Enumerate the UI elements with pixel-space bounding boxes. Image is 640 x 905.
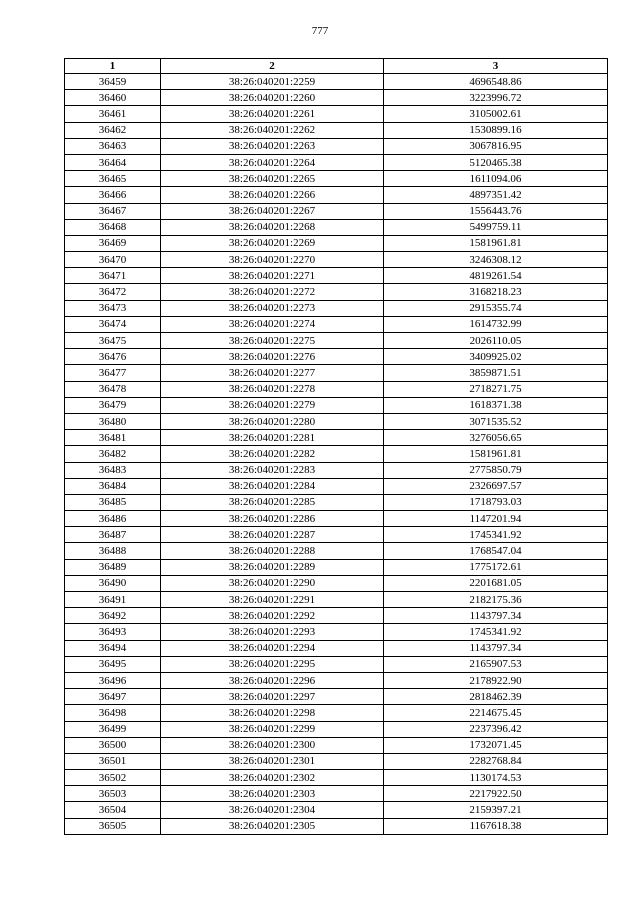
- row-number-cell: 36481: [65, 430, 161, 446]
- table-row: [65, 430, 608, 446]
- value-cell: 1614732.99: [384, 316, 608, 332]
- value-cell: 3067816.95: [384, 138, 608, 154]
- cadastral-number-cell: 38:26:040201:2283: [161, 462, 384, 478]
- cadastral-number-cell: 38:26:040201:2303: [161, 786, 384, 802]
- value-cell: 3246308.12: [384, 252, 608, 268]
- cadastral-number-cell: 38:26:040201:2289: [161, 559, 384, 575]
- value-cell: 3168218.23: [384, 284, 608, 300]
- table-row: [65, 624, 608, 640]
- row-number-cell: 36496: [65, 672, 161, 688]
- data-table: [64, 58, 608, 835]
- row-number-cell: 36500: [65, 737, 161, 753]
- table-row: [65, 122, 608, 138]
- row-number-cell: 36471: [65, 268, 161, 284]
- value-cell: 1556443.76: [384, 203, 608, 219]
- cadastral-number-cell: 38:26:040201:2295: [161, 656, 384, 672]
- cadastral-number-cell: 38:26:040201:2294: [161, 640, 384, 656]
- value-cell: 2237396.42: [384, 721, 608, 737]
- table-row: [65, 608, 608, 624]
- cadastral-number-cell: 38:26:040201:2299: [161, 721, 384, 737]
- cadastral-number-cell: 38:26:040201:2284: [161, 478, 384, 494]
- cadastral-number-cell: 38:26:040201:2281: [161, 430, 384, 446]
- cadastral-number-cell: 38:26:040201:2285: [161, 494, 384, 510]
- table-row: [65, 365, 608, 381]
- cadastral-number-cell: 38:26:040201:2302: [161, 770, 384, 786]
- row-number-cell: 36484: [65, 478, 161, 494]
- row-number-cell: 36470: [65, 252, 161, 268]
- cadastral-number-cell: 38:26:040201:2293: [161, 624, 384, 640]
- row-number-cell: 36482: [65, 446, 161, 462]
- value-cell: 3071535.52: [384, 413, 608, 429]
- row-number-cell: 36485: [65, 494, 161, 510]
- value-cell: 2026110.05: [384, 333, 608, 349]
- value-cell: 3859871.51: [384, 365, 608, 381]
- row-number-cell: 36488: [65, 543, 161, 559]
- table-row: [65, 300, 608, 316]
- cadastral-number-cell: 38:26:040201:2271: [161, 268, 384, 284]
- row-number-cell: 36463: [65, 138, 161, 154]
- value-cell: 2326697.57: [384, 478, 608, 494]
- value-cell: 1745341.92: [384, 624, 608, 640]
- row-number-cell: 36492: [65, 608, 161, 624]
- cadastral-number-cell: 38:26:040201:2266: [161, 187, 384, 203]
- table-row: [65, 235, 608, 251]
- cadastral-number-cell: 38:26:040201:2260: [161, 90, 384, 106]
- table-row: [65, 187, 608, 203]
- table-row: [65, 397, 608, 413]
- row-number-cell: 36461: [65, 106, 161, 122]
- row-number-cell: 36480: [65, 413, 161, 429]
- row-number-cell: 36473: [65, 300, 161, 316]
- table-row: [65, 511, 608, 527]
- cadastral-number-cell: 38:26:040201:2273: [161, 300, 384, 316]
- cadastral-number-cell: 38:26:040201:2259: [161, 74, 384, 90]
- value-cell: 2201681.05: [384, 575, 608, 591]
- row-number-cell: 36490: [65, 575, 161, 591]
- value-cell: 1581961.81: [384, 446, 608, 462]
- row-number-cell: 36479: [65, 397, 161, 413]
- value-cell: 4819261.54: [384, 268, 608, 284]
- value-cell: 3223996.72: [384, 90, 608, 106]
- value-cell: 3105002.61: [384, 106, 608, 122]
- table-row: [65, 219, 608, 235]
- cadastral-number-cell: 38:26:040201:2275: [161, 333, 384, 349]
- table-row: [65, 106, 608, 122]
- table-row: [65, 74, 608, 90]
- row-number-cell: 36466: [65, 187, 161, 203]
- cadastral-number-cell: 38:26:040201:2305: [161, 818, 384, 834]
- table-row: [65, 559, 608, 575]
- cadastral-number-cell: 38:26:040201:2263: [161, 138, 384, 154]
- cadastral-number-cell: 38:26:040201:2267: [161, 203, 384, 219]
- table-row: [65, 252, 608, 268]
- value-cell: 1143797.34: [384, 608, 608, 624]
- table-row: [65, 349, 608, 365]
- cadastral-number-cell: 38:26:040201:2277: [161, 365, 384, 381]
- table-row: [65, 640, 608, 656]
- value-cell: 2165907.53: [384, 656, 608, 672]
- table-row: [65, 753, 608, 769]
- table-row: [65, 446, 608, 462]
- table-row: [65, 284, 608, 300]
- value-cell: 2818462.39: [384, 689, 608, 705]
- value-cell: 1581961.81: [384, 235, 608, 251]
- value-cell: 2282768.84: [384, 753, 608, 769]
- row-number-cell: 36489: [65, 559, 161, 575]
- column-header-2: 2: [161, 59, 384, 74]
- table-row: [65, 90, 608, 106]
- table-row: [65, 592, 608, 608]
- table-row: [65, 802, 608, 818]
- value-cell: 1775172.61: [384, 559, 608, 575]
- table-row: [65, 138, 608, 154]
- row-number-cell: 36483: [65, 462, 161, 478]
- row-number-cell: 36459: [65, 74, 161, 90]
- cadastral-number-cell: 38:26:040201:2270: [161, 252, 384, 268]
- value-cell: 4696548.86: [384, 74, 608, 90]
- cadastral-number-cell: 38:26:040201:2268: [161, 219, 384, 235]
- value-cell: 2915355.74: [384, 300, 608, 316]
- value-cell: 1143797.34: [384, 640, 608, 656]
- cadastral-number-cell: 38:26:040201:2304: [161, 802, 384, 818]
- cadastral-number-cell: 38:26:040201:2265: [161, 171, 384, 187]
- cadastral-number-cell: 38:26:040201:2262: [161, 122, 384, 138]
- row-number-cell: 36491: [65, 592, 161, 608]
- cadastral-number-cell: 38:26:040201:2286: [161, 511, 384, 527]
- row-number-cell: 36468: [65, 219, 161, 235]
- value-cell: 1147201.94: [384, 511, 608, 527]
- table-row: [65, 268, 608, 284]
- value-cell: 1618371.38: [384, 397, 608, 413]
- cadastral-number-cell: 38:26:040201:2279: [161, 397, 384, 413]
- row-number-cell: 36495: [65, 656, 161, 672]
- cadastral-number-cell: 38:26:040201:2292: [161, 608, 384, 624]
- table-row: [65, 494, 608, 510]
- table-row: [65, 333, 608, 349]
- row-number-cell: 36487: [65, 527, 161, 543]
- row-number-cell: 36474: [65, 316, 161, 332]
- value-cell: 2775850.79: [384, 462, 608, 478]
- row-number-cell: 36467: [65, 203, 161, 219]
- header-row: [65, 59, 608, 74]
- value-cell: 1732071.45: [384, 737, 608, 753]
- row-number-cell: 36501: [65, 753, 161, 769]
- cadastral-number-cell: 38:26:040201:2269: [161, 235, 384, 251]
- cadastral-number-cell: 38:26:040201:2301: [161, 753, 384, 769]
- row-number-cell: 36476: [65, 349, 161, 365]
- table-row: [65, 478, 608, 494]
- table-row: [65, 721, 608, 737]
- row-number-cell: 36494: [65, 640, 161, 656]
- value-cell: 2182175.36: [384, 592, 608, 608]
- row-number-cell: 36469: [65, 235, 161, 251]
- value-cell: 4897351.42: [384, 187, 608, 203]
- row-number-cell: 36505: [65, 818, 161, 834]
- table-row: [65, 705, 608, 721]
- row-number-cell: 36486: [65, 511, 161, 527]
- cadastral-number-cell: 38:26:040201:2296: [161, 672, 384, 688]
- row-number-cell: 36472: [65, 284, 161, 300]
- column-header-3: 3: [384, 59, 608, 74]
- table-row: [65, 527, 608, 543]
- value-cell: 1530899.16: [384, 122, 608, 138]
- value-cell: 5120465.38: [384, 154, 608, 170]
- value-cell: 3409925.02: [384, 349, 608, 365]
- table-row: [65, 656, 608, 672]
- table-row: [65, 171, 608, 187]
- value-cell: 3276056.65: [384, 430, 608, 446]
- table-row: [65, 786, 608, 802]
- cadastral-number-cell: 38:26:040201:2280: [161, 413, 384, 429]
- value-cell: 1745341.92: [384, 527, 608, 543]
- value-cell: 2214675.45: [384, 705, 608, 721]
- cadastral-number-cell: 38:26:040201:2261: [161, 106, 384, 122]
- table-row: [65, 770, 608, 786]
- table-row: [65, 672, 608, 688]
- cadastral-number-cell: 38:26:040201:2297: [161, 689, 384, 705]
- value-cell: 1718793.03: [384, 494, 608, 510]
- value-cell: 1130174.53: [384, 770, 608, 786]
- table-body: [65, 74, 608, 835]
- table-row: [65, 203, 608, 219]
- value-cell: 1167618.38: [384, 818, 608, 834]
- cadastral-number-cell: 38:26:040201:2272: [161, 284, 384, 300]
- cadastral-number-cell: 38:26:040201:2300: [161, 737, 384, 753]
- cadastral-number-cell: 38:26:040201:2298: [161, 705, 384, 721]
- row-number-cell: 36498: [65, 705, 161, 721]
- table-row: [65, 413, 608, 429]
- column-header-1: 1: [65, 59, 161, 74]
- value-cell: 1768547.04: [384, 543, 608, 559]
- row-number-cell: 36475: [65, 333, 161, 349]
- row-number-cell: 36465: [65, 171, 161, 187]
- value-cell: 2178922.90: [384, 672, 608, 688]
- cadastral-number-cell: 38:26:040201:2282: [161, 446, 384, 462]
- value-cell: 1611094.06: [384, 171, 608, 187]
- table-row: [65, 689, 608, 705]
- row-number-cell: 36502: [65, 770, 161, 786]
- table-header: [65, 59, 608, 74]
- table-row: [65, 154, 608, 170]
- row-number-cell: 36477: [65, 365, 161, 381]
- page-number: 777: [311, 25, 329, 37]
- row-number-cell: 36462: [65, 122, 161, 138]
- table-row: [65, 316, 608, 332]
- cadastral-number-cell: 38:26:040201:2288: [161, 543, 384, 559]
- row-number-cell: 36478: [65, 381, 161, 397]
- cadastral-number-cell: 38:26:040201:2276: [161, 349, 384, 365]
- cadastral-number-cell: 38:26:040201:2290: [161, 575, 384, 591]
- value-cell: 5499759.11: [384, 219, 608, 235]
- row-number-cell: 36460: [65, 90, 161, 106]
- table-row: [65, 543, 608, 559]
- cadastral-number-cell: 38:26:040201:2278: [161, 381, 384, 397]
- table-row: [65, 381, 608, 397]
- value-cell: 2159397.21: [384, 802, 608, 818]
- cadastral-number-cell: 38:26:040201:2274: [161, 316, 384, 332]
- row-number-cell: 36464: [65, 154, 161, 170]
- row-number-cell: 36503: [65, 786, 161, 802]
- cadastral-number-cell: 38:26:040201:2291: [161, 592, 384, 608]
- table-row: [65, 818, 608, 834]
- cadastral-number-cell: 38:26:040201:2264: [161, 154, 384, 170]
- value-cell: 2718271.75: [384, 381, 608, 397]
- row-number-cell: 36497: [65, 689, 161, 705]
- row-number-cell: 36493: [65, 624, 161, 640]
- table-row: [65, 737, 608, 753]
- cadastral-number-cell: 38:26:040201:2287: [161, 527, 384, 543]
- table-row: [65, 575, 608, 591]
- row-number-cell: 36504: [65, 802, 161, 818]
- row-number-cell: 36499: [65, 721, 161, 737]
- table-row: [65, 462, 608, 478]
- value-cell: 2217922.50: [384, 786, 608, 802]
